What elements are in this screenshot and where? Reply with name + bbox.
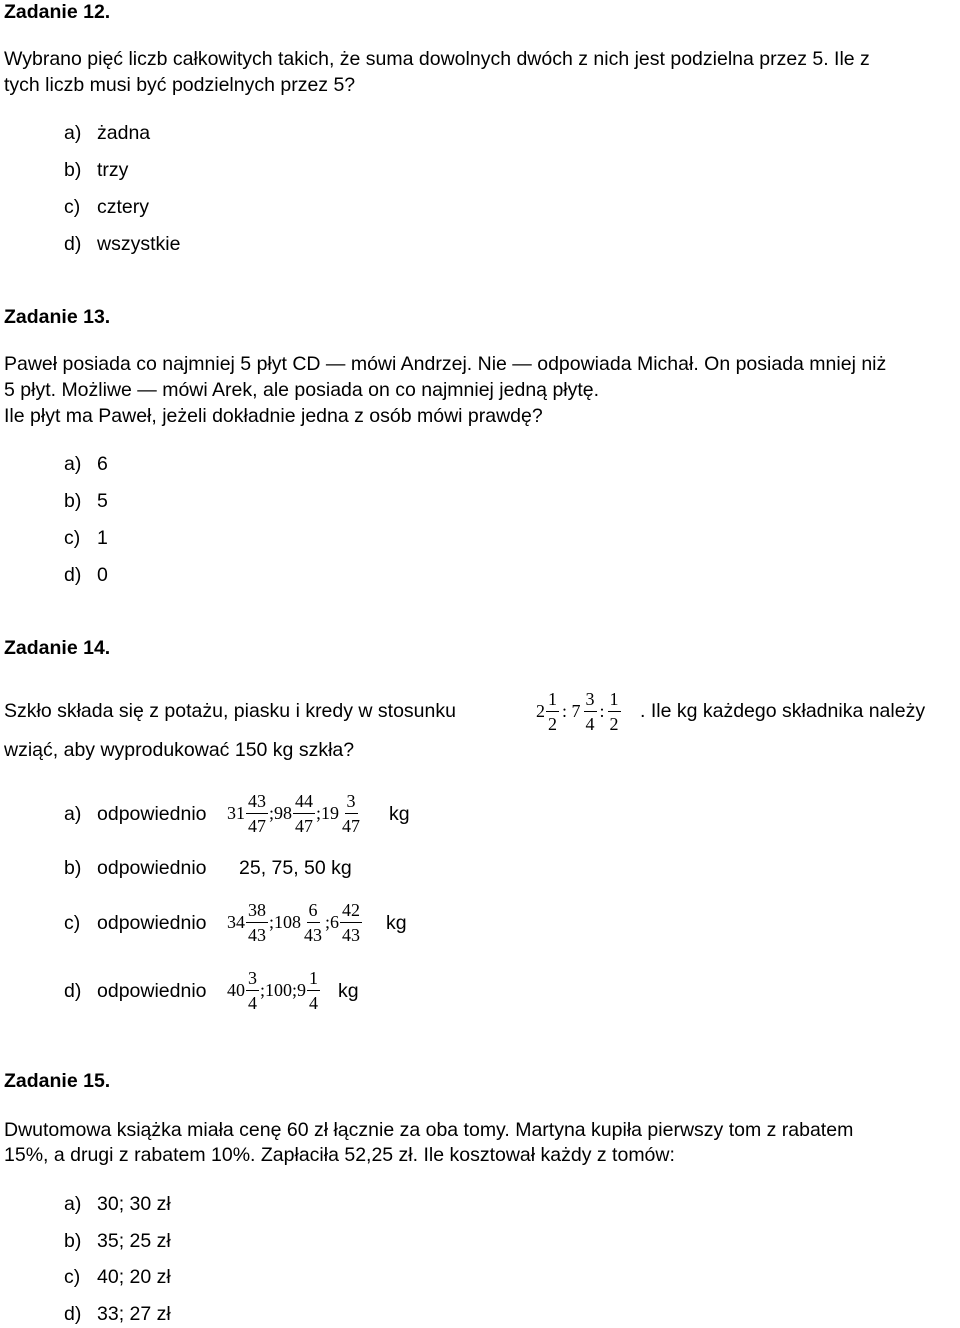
task-13-option-a-text: 6 [97,453,108,475]
task-15-option-c: c) [64,1266,81,1288]
task-14-option-d-unit: kg [338,980,359,1002]
task-15-option-c-text: 40; 20 zł [97,1266,171,1288]
task-14-option-d-values: 40 $\frac{3}{4}$ ;100;9 $\frac{1}{4}$ [227,968,319,1013]
task-14-text-after: . Ile kg każdego składnika należy [640,700,926,722]
task-12-option-a-text: żadna [97,122,151,144]
task-15-option-d: d) [64,1303,82,1325]
task-14-text-line2: wziąć, aby wyprodukować 150 kg szkła? [4,739,355,761]
task-13-option-a: a) [64,453,82,475]
task-15-option-a: a) [64,1193,82,1215]
task-14-option-b-value: 25, 75, 50 kg [239,857,352,879]
task-14-option-c-unit: kg [386,912,407,934]
task-12-option-b-text: trzy [97,159,129,181]
task-13-title: Zadanie 13. [4,306,111,328]
task-14-text-before: Szkło składa się z potażu, piasku i kredy w stosunku [4,700,456,722]
task-14-title: Zadanie 14. [4,637,111,659]
task-14-option-d-label: d) [64,980,82,1002]
task-12-title: Zadanie 12. [4,1,111,23]
task-15-text-line1: Dwutomowa książka miała cenę 60 zł łącznie za oba tomy. Martyna kupiła pierwszy tom z rabatem [4,1119,854,1141]
task-13-option-b: b) [64,490,82,512]
task-13-text-line1: Paweł posiada co najmniej 5 płyt CD — mówi Andrzej. Nie — odpowiada Michał. On posiada mniej niż [4,353,887,375]
task-15-text-line2: 15%, a drugi z rabatem 10%. Zapłaciła 52,25 zł. Ile kosztował każdy z tomów: [4,1144,675,1166]
task-13-option-d-text: 0 [97,564,108,586]
task-14-option-c-label: c) [64,912,81,934]
task-14-option-a-values: 31 $\frac{43}{47}$ ;98 $\frac{44}{47}$ ;19 $\frac{3}{47}$ [227,791,361,836]
task-12-option-b: b) [64,159,82,181]
task-14-option-a-unit: kg [389,803,410,825]
task-15-option-d-text: 33; 27 zł [97,1303,171,1325]
task-12-text-line2: tych liczb musi być podzielnych przez 5? [4,74,356,96]
ratio-fraction-3: $\frac{1}{2}$ [609,689,619,734]
task-12-option-c-text: cztery [97,196,150,218]
task-14-option-c-values: 34 $\frac{38}{43}$ ;108 $\frac{6}{43}$ ;6 $\frac{42}{43}$ [227,900,361,945]
task-14-option-b-prefix: odpowiednio [97,857,207,879]
task-14-ratio [536,690,622,733]
task-13-option-d: d) [64,564,82,586]
task-12-option-d: d) [64,233,82,255]
ratio-separator-2: : [599,701,605,721]
task-13-option-b-text: 5 [97,490,108,512]
ratio-whole-1: 2 [536,701,545,721]
ratio-fraction-2: $\frac{3}{4}$ [585,689,595,734]
task-13-text-line2: 5 płyt. Możliwe — mówi Arek, ale posiada on co najmniej jedną płytę. [4,379,600,401]
task-14-option-d-prefix: odpowiednio [97,980,207,1002]
task-14-option-b-label: b) [64,857,82,879]
task-12-option-d-text: wszystkie [97,233,181,255]
task-15-option-a-text: 30; 30 zł [97,1193,171,1215]
task-15-option-b: b) [64,1230,82,1252]
ratio-separator-1: : 7 [562,701,581,721]
task-15-title: Zadanie 15. [4,1070,111,1092]
task-12-option-a: a) [64,122,82,144]
task-14-option-a-prefix: odpowiednio [97,803,207,825]
ratio-fraction-1: $\frac{1}{2}$ [548,689,557,734]
task-13-text-line3: Ile płyt ma Paweł, jeżeli dokładnie jedna z osób mówi prawdę? [4,405,543,427]
task-14-option-a-label: a) [64,803,82,825]
task-13-option-c: c) [64,527,81,549]
task-14-option-c-prefix: odpowiednio [97,912,207,934]
task-12-text-line1: Wybrano pięć liczb całkowitych takich, że suma dowolnych dwóch z nich jest podzielna przez 5. Ile z [4,48,870,70]
task-12-option-c: c) [64,196,81,218]
task-15-option-b-text: 35; 25 zł [97,1230,171,1252]
task-13-option-c-text: 1 [97,527,108,549]
